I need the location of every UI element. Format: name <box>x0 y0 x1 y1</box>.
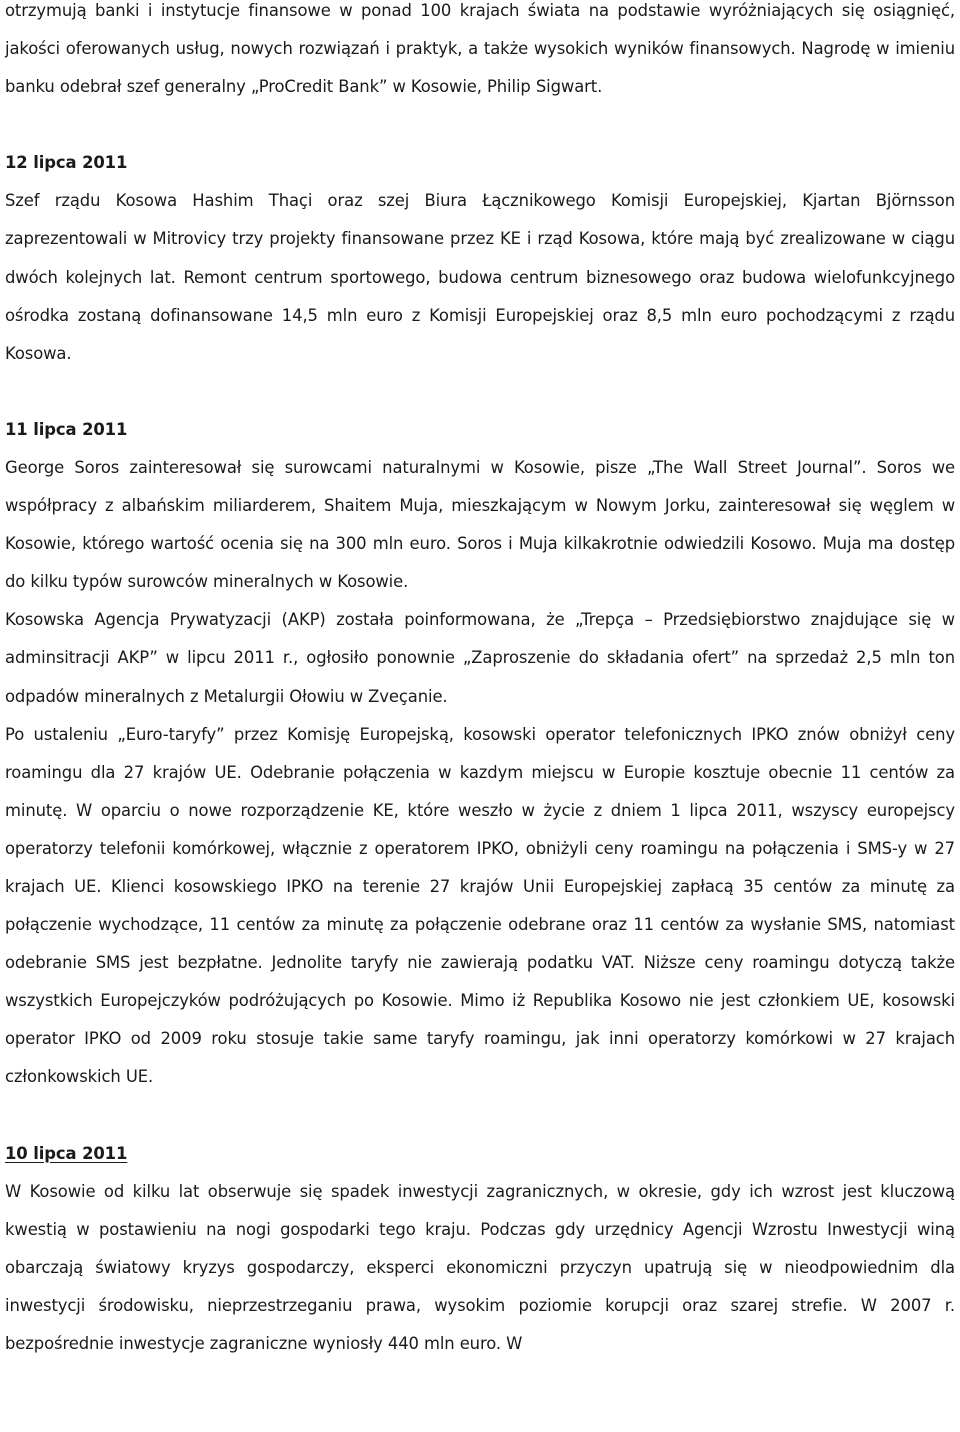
news-section-11-july <box>5 411 955 1097</box>
document-page <box>5 0 955 1363</box>
news-section-12-july <box>5 144 955 373</box>
section-paragraph: Po ustaleniu „Euro-taryfy” przez Komisję Europejską, kosowski operator telefonicznych IPKO znów obniżył ceny roamingu dla 27 krajów UE. Odebranie połączenia w kazdym miejscu w Europie kosztuje obecnie 11 centów za minutę. W oparciu o nowe rozporządzenie KE, które weszło w życie z dniem 1 lipca 2011, wszyscy europejscy operatorzy telefonii komórkowej, włącznie z operatorem IPKO, obniżyli ceny roamingu na połączenia i SMS-y w 27 krajach UE. Klienci kosowskiego IPKO na terenie 27 krajów Unii Europejskiej zapłacą 35 centów za minutę za połączenie wychodzące, 11 centów za minutę za połączenie odebrane oraz 11 centów za wysłanie SMS, natomiast odebranie SMS jest bezpłatne. Jednolite taryfy nie zawierają podatku VAT. Niższe ceny roamingu dotyczą także wszystkich Europejczyków podróżujących po Kosowie. Mimo iż Republika Kosowo nie jest członkiem UE, kosowski operator IPKO od 2009 roku stosuje takie same taryfy roamingu, jak inni operatorzy komórkowi w 27 krajach członkowskich UE. <box>5 724 955 1087</box>
section-date-11-july: 11 lipca 2011 <box>5 419 128 439</box>
intro-paragraph: otrzymują banki i instytucje finansowe w ponad 100 krajach świata na podstawie wyróżniających się osiągnięć, jakości oferowanych usług, nowych rozwiązań i praktyk, a także wysokich wyników finansowych. Nagrodę w imieniu banku odebrał szef generalny „ProCredit Bank” w Kosowie, Philip Sigwart. <box>5 1 955 97</box>
section-paragraph: Kosowska Agencja Prywatyzacji (AKP) została poinformowana, że „Trepça – Przedsiębiorstwo znajdujące się w adminsitracji AKP” w lipcu 2011 r., ogłosiło ponownie „Zaproszenie do składania ofert” na sprzedaż 2,5 mln ton odpadów mineralnych z Metalurgii Ołowiu w Zveçanie. <box>5 610 955 706</box>
section-paragraph: Szef rządu Kosowa Hashim Thaçi oraz szej Biura Łącznikowego Komisji Europejskiej, Kjartan Björnsson zaprezentowali w Mitrovicy trzy projekty finansowane przez KE i rząd Kosowa, które mają być zrealizowane w ciągu dwóch kolejnych lat. Remont centrum sportowego, budowa centrum biznesowego oraz budowa wielofunkcyjnego ośrodka zostaną dofinansowane 14,5 mln euro z Komisji Europejskiej oraz 8,5 mln euro pochodzącymi z rządu Kosowa. <box>5 191 955 363</box>
section-paragraph: W Kosowie od kilku lat obserwuje się spadek inwestycji zagranicznych, w okresie, gdy ich wzrost jest kluczową kwestią w postawieniu na nogi gospodarki tego kraju. Podczas gdy urzędnicy Agencji Wzrostu Inwestycji winą obarczają światowy kryzys gospodarczy, eksperci ekonomiczni przyczyn upatrują się w nieodpowiednim dla inwestycji środowisku, nieprzestrzeganiu prawa, wysokim poziomie korupcji oraz szarej strefie. W 2007 r. bezpośrednie inwestycje zagraniczne wyniosły 440 mln euro. W <box>5 1181 955 1353</box>
section-paragraph: George Soros zainteresował się surowcami naturalnymi w Kosowie, pisze „The Wall Street Journal”. Soros we współpracy z albańskim miliarderem, Shaitem Muja, mieszkającym w Nowym Jorku, zainteresował się węglem w Kosowie, którego wartość ocenia się na 300 mln euro. Soros i Muja kilkakrotnie odwiedzili Kosowo. Muja ma dostęp do kilku typów surowców mineralnych w Kosowie. <box>5 457 955 592</box>
section-date-10-july: 10 lipca 2011 <box>5 1143 128 1163</box>
section-date-12-july: 12 lipca 2011 <box>5 153 128 173</box>
news-section-10-july <box>5 1135 955 1364</box>
